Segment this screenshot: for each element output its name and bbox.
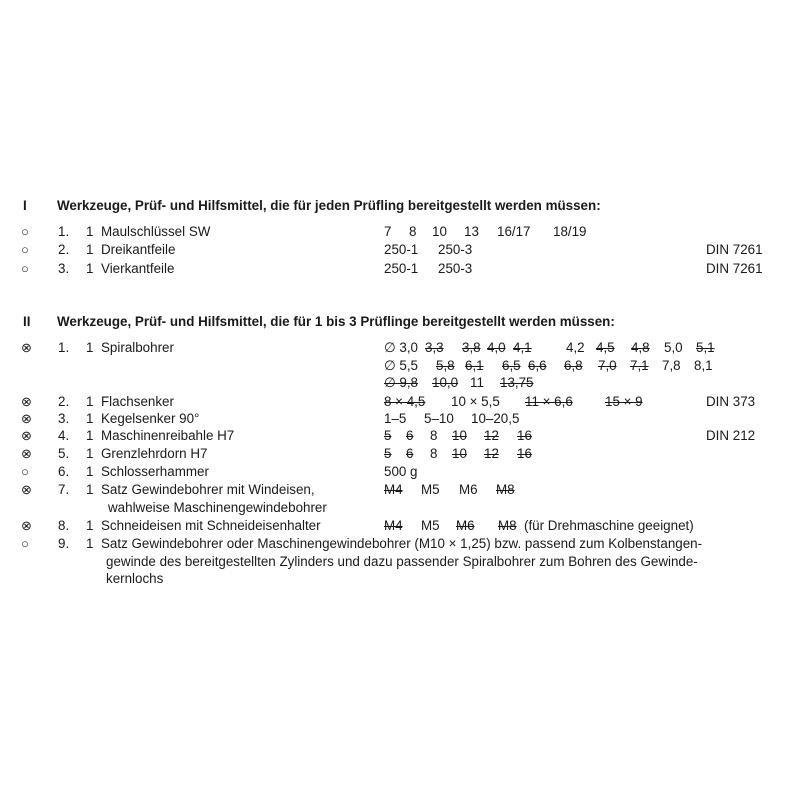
spec-value-struck: 10 xyxy=(452,428,467,443)
spec-value-struck: 10,0 xyxy=(432,375,459,390)
item-number: 1. xyxy=(58,224,70,239)
section-roman-II: II xyxy=(23,314,31,329)
crossed-circle-marker: ⊗ xyxy=(21,428,32,443)
item-number: 2. xyxy=(58,242,70,257)
spec-value-struck: 10 xyxy=(452,446,467,461)
open-circle-marker: ○ xyxy=(21,224,29,239)
spec-value: 250-1 xyxy=(384,242,419,257)
spec-value: 7 xyxy=(384,224,392,239)
item-number: 5. xyxy=(58,446,70,461)
item-number: 7. xyxy=(58,482,70,497)
item-name: Spiralbohrer xyxy=(101,340,174,355)
crossed-circle-marker: ⊗ xyxy=(21,394,32,409)
item-name: Schneideisen mit Schneideisenhalter xyxy=(101,518,321,533)
spec-value-struck: 4,1 xyxy=(513,340,532,355)
spec-value-struck: 4,5 xyxy=(596,340,615,355)
open-circle-marker: ○ xyxy=(21,536,29,551)
spec-value-struck: 12 xyxy=(484,428,499,443)
section-roman-I: I xyxy=(23,198,27,213)
spec-value-struck: 3,8 xyxy=(462,340,481,355)
item-quantity: 1 xyxy=(86,518,94,533)
spec-value-struck: 5 xyxy=(384,428,392,443)
item-name: Maulschlüssel SW xyxy=(101,224,211,239)
item-description-line: Satz Gewindebohrer oder Maschinengewindebohrer (M10 × 1,25) bzw. passend zum Kolbenstangen- xyxy=(101,536,703,551)
spec-value-struck: 7,1 xyxy=(630,357,649,373)
item-quantity: 1 xyxy=(86,394,94,409)
spec-value: 5–10 xyxy=(424,411,454,426)
item-number: 4. xyxy=(58,428,70,443)
item-quantity: 1 xyxy=(86,242,94,257)
spec-value-struck: 6,1 xyxy=(465,357,484,373)
open-circle-marker: ○ xyxy=(21,261,29,276)
spec-value-struck: 5,1 xyxy=(696,340,715,355)
crossed-circle-marker: ⊗ xyxy=(21,340,32,355)
spec-value: 8 xyxy=(409,224,417,239)
item-name: Maschinenreibahle H7 xyxy=(101,428,235,443)
item-number: 6. xyxy=(58,464,70,479)
spec-value-struck: 16 xyxy=(517,428,532,443)
item-name: Kegelsenker 90° xyxy=(101,411,200,426)
spec-value: 10–20,5 xyxy=(471,411,520,426)
spec-value-struck: 13,75 xyxy=(500,375,534,390)
spec-value-struck: M8 xyxy=(496,482,515,497)
din-standard: DIN 7261 xyxy=(706,242,763,257)
item-number: 9. xyxy=(58,536,70,551)
spec-value: (für Drehmaschine geeignet) xyxy=(524,518,694,533)
spec-value: ∅ 3,0 xyxy=(384,340,418,355)
spec-value: M6 xyxy=(459,482,478,497)
item-quantity: 1 xyxy=(86,446,94,461)
spec-value: ∅ 5,5 xyxy=(384,357,418,373)
item-quantity: 1 xyxy=(86,464,94,479)
spec-value: 16/17 xyxy=(497,224,531,239)
spec-value: 10 × 5,5 xyxy=(451,394,500,409)
din-standard: DIN 7261 xyxy=(706,261,763,276)
spec-value: 11 xyxy=(470,375,484,390)
spec-value-struck: 16 xyxy=(517,446,532,461)
spec-value: 7,8 xyxy=(662,357,681,373)
item-quantity: 1 xyxy=(86,428,94,443)
spec-value-struck: 4,0 xyxy=(487,340,506,355)
spec-value: 500 g xyxy=(384,464,418,479)
item-name: Flachsenker xyxy=(101,394,174,409)
spec-value: 250-1 xyxy=(384,261,419,276)
din-standard: DIN 212 xyxy=(706,428,756,443)
section-title-II: Werkzeuge, Prüf- und Hilfsmittel, die für 1 bis 3 Prüflinge bereitgestellt werden müssen: xyxy=(57,314,615,329)
item-name: Vierkantfeile xyxy=(101,261,175,276)
spec-value: M5 xyxy=(421,482,440,497)
spec-value-struck: 4,8 xyxy=(631,340,650,355)
crossed-circle-marker: ⊗ xyxy=(21,446,32,461)
item-quantity: 1 xyxy=(86,482,94,497)
spec-value: 13 xyxy=(464,224,479,239)
spec-value-struck: M8 xyxy=(498,518,517,533)
spec-value: 4,2 xyxy=(566,340,585,355)
open-circle-marker: ○ xyxy=(21,464,29,479)
item-number: 8. xyxy=(58,518,70,533)
item-name-continued: wahlweise Maschinengewindebohrer xyxy=(108,499,327,515)
item-quantity: 1 xyxy=(86,411,94,426)
spec-value: 1–5 xyxy=(384,411,407,426)
item-quantity: 1 xyxy=(86,340,94,355)
item-name: Dreikantfeile xyxy=(101,242,176,257)
spec-value-struck: 5 xyxy=(384,446,392,461)
spec-value-struck: M4 xyxy=(384,518,403,533)
spec-value-struck: 5,8 xyxy=(436,357,455,373)
spec-value: 18/19 xyxy=(553,224,587,239)
crossed-circle-marker: ⊗ xyxy=(21,518,32,533)
section-title-I: Werkzeuge, Prüf- und Hilfsmittel, die für jeden Prüfling bereitgestellt werden müssen: xyxy=(57,198,601,213)
spec-value-struck: 6,8 xyxy=(564,357,583,373)
item-number: 2. xyxy=(58,394,70,409)
spec-value-struck: M4 xyxy=(384,482,403,497)
spec-value-struck: 12 xyxy=(484,446,499,461)
crossed-circle-marker: ⊗ xyxy=(21,482,32,497)
spec-value: M5 xyxy=(421,518,440,533)
item-name: Satz Gewindebohrer mit Windeisen, xyxy=(101,482,315,497)
spec-value-struck: 6 xyxy=(406,446,414,461)
item-quantity: 1 xyxy=(86,536,94,551)
spec-value: 5,0 xyxy=(664,340,683,355)
spec-value-struck: M6 xyxy=(456,518,475,533)
spec-value: 8 xyxy=(430,428,438,443)
item-description-line: kernlochs xyxy=(106,571,164,586)
spec-value-struck: 3,3 xyxy=(425,340,444,355)
spec-value-struck: 7,0 xyxy=(598,357,617,373)
item-name: Grenzlehrdorn H7 xyxy=(101,446,208,461)
spec-value-struck: ∅ 9,8 xyxy=(384,375,418,390)
item-number: 1. xyxy=(58,340,70,355)
spec-value: 8 xyxy=(430,446,438,461)
spec-value: 8,1 xyxy=(694,357,713,373)
open-circle-marker: ○ xyxy=(21,242,29,257)
item-name: Schlosserhammer xyxy=(101,464,209,479)
spec-value: 250-3 xyxy=(438,261,473,276)
item-number: 3. xyxy=(58,411,70,426)
item-quantity: 1 xyxy=(86,261,94,276)
spec-value-struck: 6,5 xyxy=(502,357,521,373)
spec-value-struck: 15 × 9 xyxy=(605,394,643,409)
crossed-circle-marker: ⊗ xyxy=(21,411,32,426)
spec-value: 250-3 xyxy=(438,242,473,257)
spec-value-struck: 6 xyxy=(406,428,414,443)
spec-value-struck: 8 × 4,5 xyxy=(384,394,426,409)
item-quantity: 1 xyxy=(86,224,94,239)
din-standard: DIN 373 xyxy=(706,394,756,409)
item-description-line: gewinde des bereitgestellten Zylinders und dazu passender Spiralbohrer zum Bohren des Gewinde- xyxy=(106,553,698,569)
spec-value: 10 xyxy=(432,224,447,239)
item-number: 3. xyxy=(58,261,70,276)
spec-value-struck: 6,6 xyxy=(528,357,547,373)
spec-value-struck: 11 × 6,6 xyxy=(525,394,573,409)
